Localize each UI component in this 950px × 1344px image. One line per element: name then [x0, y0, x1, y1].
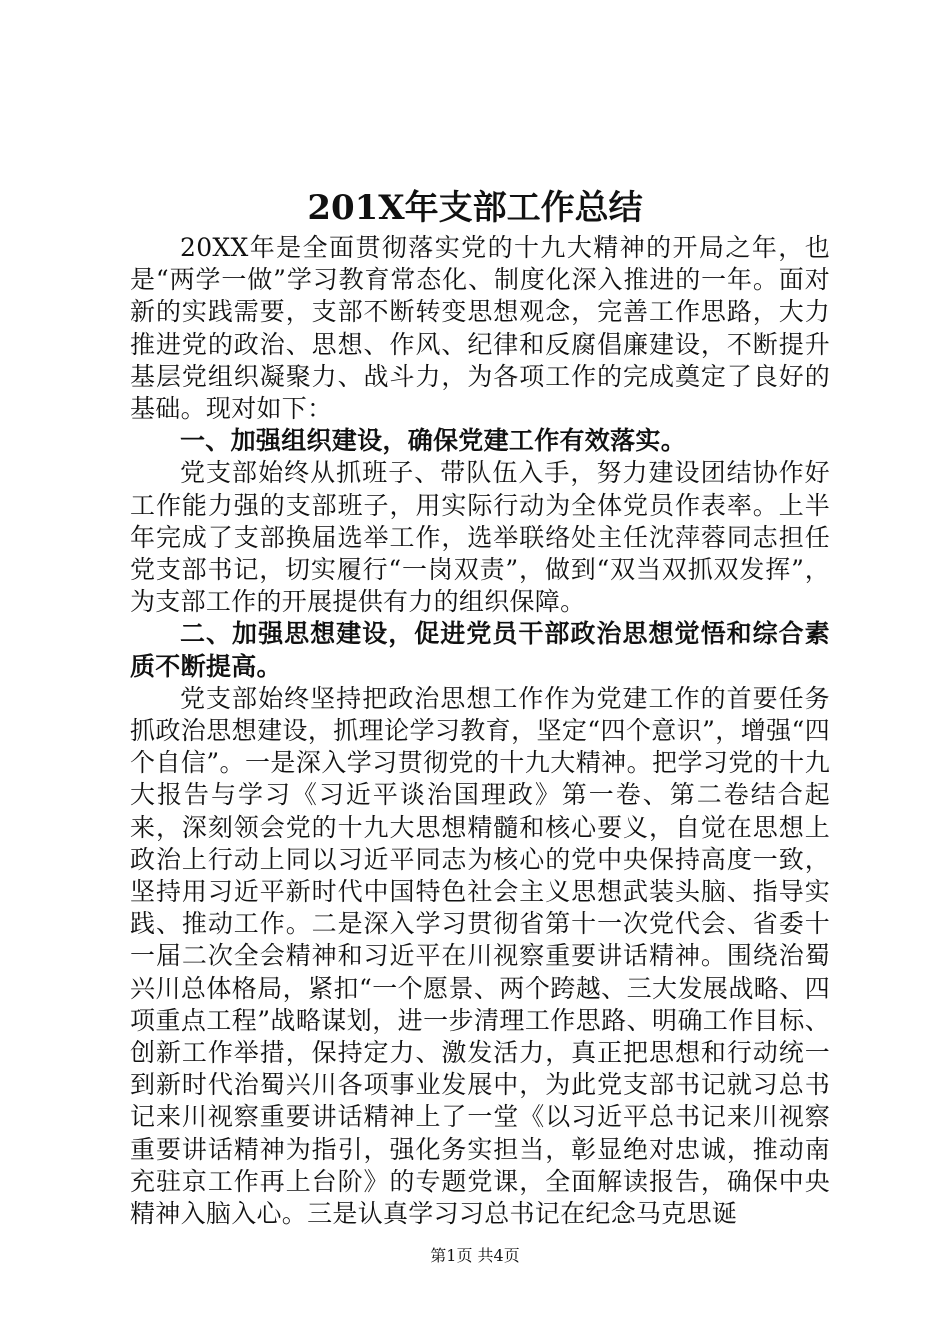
document-title: 201X年支部工作总结	[307, 188, 643, 228]
section-heading-2: 二、加强思想建设，促进党员干部政治思想觉悟和综合素质不断提高。	[130, 619, 830, 681]
document-body	[130, 232, 830, 1230]
intro-paragraph: 20XX年是全面贯彻落实党的十九大精神的开局之年，也是“两学一做”学习教育常态化、制度化深入推进的一年。面对新的实践需要，支部不断转变思想观念，完善工作思路，大力推进党的政治、思想、作风、纪律和反腐倡廉建设，不断提升基层党组织凝聚力、战斗力，为各项工作的完成奠定了良好的基础。现对如下：	[130, 233, 830, 424]
section-heading-1: 一、加强组织建设，确保党建工作有效落实。	[180, 426, 687, 456]
page-footer: 第1页 共4页	[430, 1246, 520, 1265]
section-2-paragraph: 党支部始终坚持把政治思想工作作为党建工作的首要任务抓政治思想建设，抓理论学习教育，坚定“四个意识”，增强“四个自信”。一是深入学习贯彻党的十九大精神。把学习党的十九大报告与学习《习近平谈治国理政》第一卷、第二卷结合起来，深刻领会党的十九大思想精髓和核心要义，自觉在思想上政治上行动上同以习近平同志为核心的党中央保持高度一致，坚持用习近平新时代中国特色社会主义思想武装头脑、指导实践、推动工作。二是深入学习贯彻省第十一次党代会、省委十一届二次全会精神和习近平在川视察重要讲话精神。围绕治蜀兴川总体格局，紧扣“一个愿景、两个跨越、三大发展战略、四项重点工程”战略谋划，进一步清理工作思路、明确工作目标、创新工作举措，保持定力、激发活力，真正把思想和行动统一到新时代治蜀兴川各项事业发展中，为此党支部书记就习总书记来川视察重要讲话精神上了一堂《以习近平总书记来川视察重要讲话精神为指引，强化务实担当，彰显绝对忠诚，推动南充驻京工作再上台阶》的专题党课，全面解读报告，确保中央精神入脑入心。三是认真学习习总书记在纪念马克思诞	[130, 683, 830, 1229]
section-1-paragraph: 党支部始终从抓班子、带队伍入手，努力建设团结协作好工作能力强的支部班子，用实际行动为全体党员作表率。上半年完成了支部换届选举工作，选举联络处主任沈萍蓉同志担任党支部书记，切实履行“一岗双责”，做到“双当双抓双发挥”，为支部工作的开展提供有力的组织保障。	[130, 458, 830, 617]
